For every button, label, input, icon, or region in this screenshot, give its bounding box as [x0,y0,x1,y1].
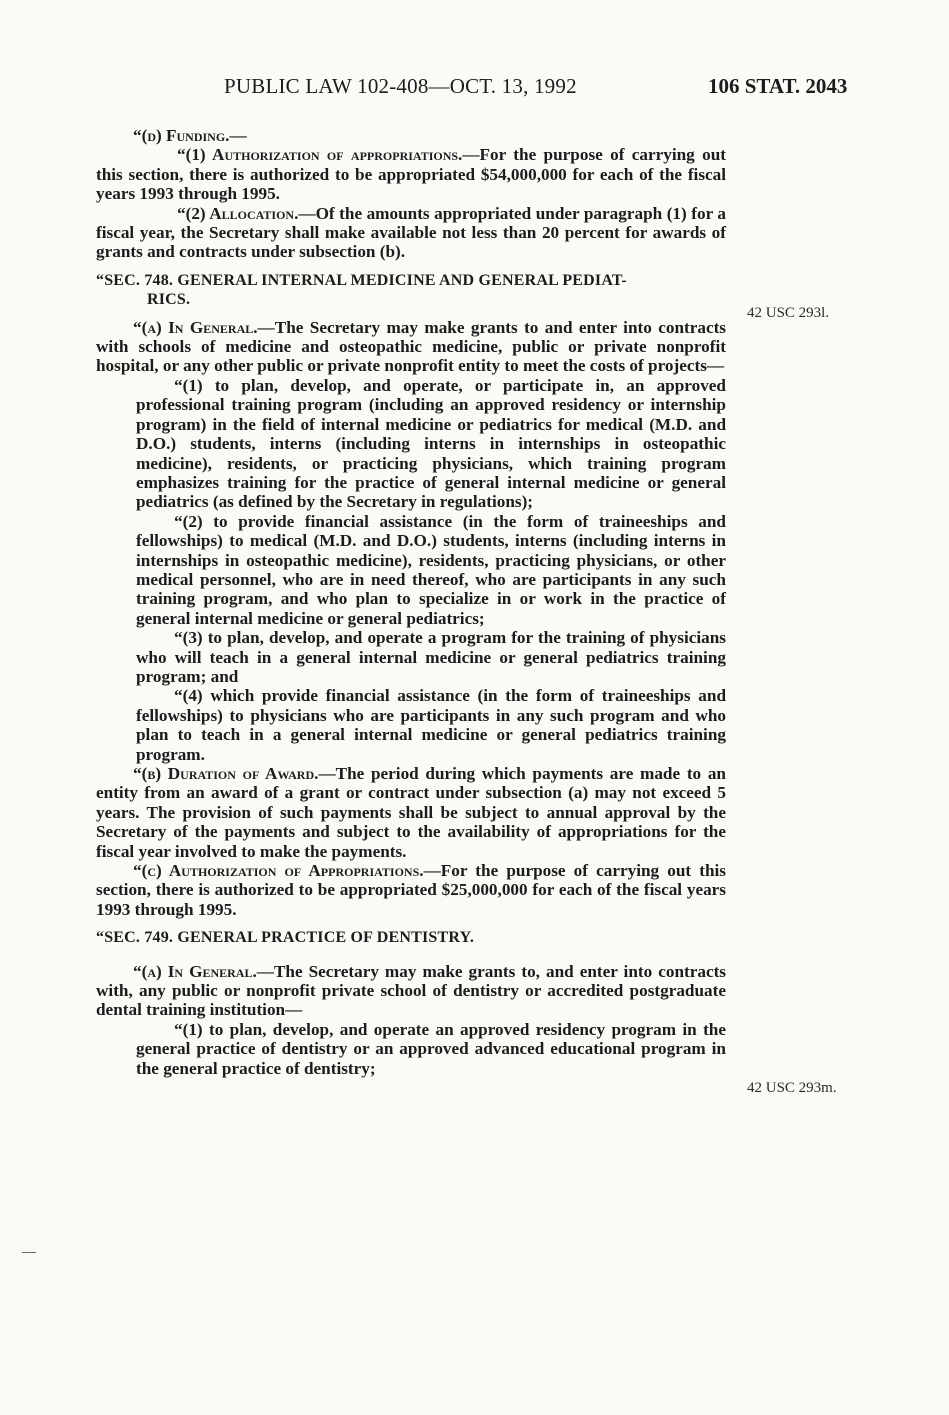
paragraph-d2: “(2) Allocation.—Of the amounts appropriated under paragraph (1) for a fiscal year, the Secretary shall make available not less than 20 percent for awards of grants and contracts under subsection (b). [96,203,726,262]
margin-note-sec749: 42 USC 293m. [747,1080,837,1096]
running-head: PUBLIC LAW 102-408—OCT. 13, 1992 [224,74,577,98]
section-748-c: “(c) Authorization of Appropriations.—For the purpose of carrying out this section, there is authorized to be appropriated $25,000,000 for each of the fiscal years 1993 through 1995. [96,861,726,919]
section-748-a1: “(1) to plan, develop, and operate, or participate in, an approved professional training program (including an approved residency or internship program) in the field of internal medicine or pediatrics for medical (M.D. and D.O.) students, interns (including interns in internships in osteopathic medicine), residents, or practicing physicians, which training program emphasizes training for the practice of general internal medicine or general pediatrics (as defined by the Secretary in regulations); [136,375,726,512]
paragraph-d1: “(1) Authorization of appropriations.—For the purpose of carrying out this section, there is authorized to be appropriated $54,000,000 for each of the fiscal years 1993 through 1995. [96,145,726,204]
page-number: 106 STAT. 2043 [708,74,848,98]
section-748-heading: “SEC. 748. GENERAL INTERNAL MEDICINE AND GENERAL PEDIAT- RICS. [96,271,627,309]
section-749-a1: “(1) to plan, develop, and operate an approved residency program in the general practice of dentistry or an approved advanced educational program in the general practice of dentistry; [136,1019,726,1078]
margin-note-sec748: 42 USC 293l. [747,305,830,321]
margin-tick [22,1252,36,1253]
subsection-d-heading: “(d) Funding.— [133,126,247,145]
section-749-a: “(a) In General.—The Secretary may make grants to, and enter into contracts with, any public or nonprofit private school of dentistry or accredited postgraduate dental training institution— [96,961,726,1020]
section-749-heading: “SEC. 749. GENERAL PRACTICE OF DENTISTRY. [96,929,475,947]
document-body [96,126,726,1078]
section-748-a3: “(3) to plan, develop, and operate a program for the training of physicians who will teach in a general internal medicine or general pediatrics training program; and [136,628,726,686]
section-748-a2: “(2) to provide financial assistance (in the form of traineeships and fellowships) to medical (M.D. and D.O.) students, interns (including interns in internships in osteopathic medicine), residents, practicing physicians, or other medical personnel, who are in need thereof, who are participants in any such training program, and who plan to specialize in or work in the practice of general internal medicine or general pediatrics; [136,511,726,628]
section-748-a4: “(4) which provide financial assistance (in the form of traineeships and fellowships) to physicians who are participants in any such program and who plan to teach in a general internal medicine or general pediatrics training program. [136,686,726,764]
section-748-b: “(b) Duration of Award.—The period during which payments are made to an entity from an award of a grant or contract under subsection (a) may not exceed 5 years. The provision of such payments shall be subject to annual approval by the Secretary of the payments and subject to the availability of appropriations for the fiscal year involved to make the payments. [96,764,726,861]
section-748-a: “(a) In General.—The Secretary may make grants to and enter into contracts with schools of medicine and osteopathic medicine, public or private nonprofit hospital, or any other public or private nonprofit entity to meet the costs of projects— [96,317,726,376]
page-header [0,74,949,102]
